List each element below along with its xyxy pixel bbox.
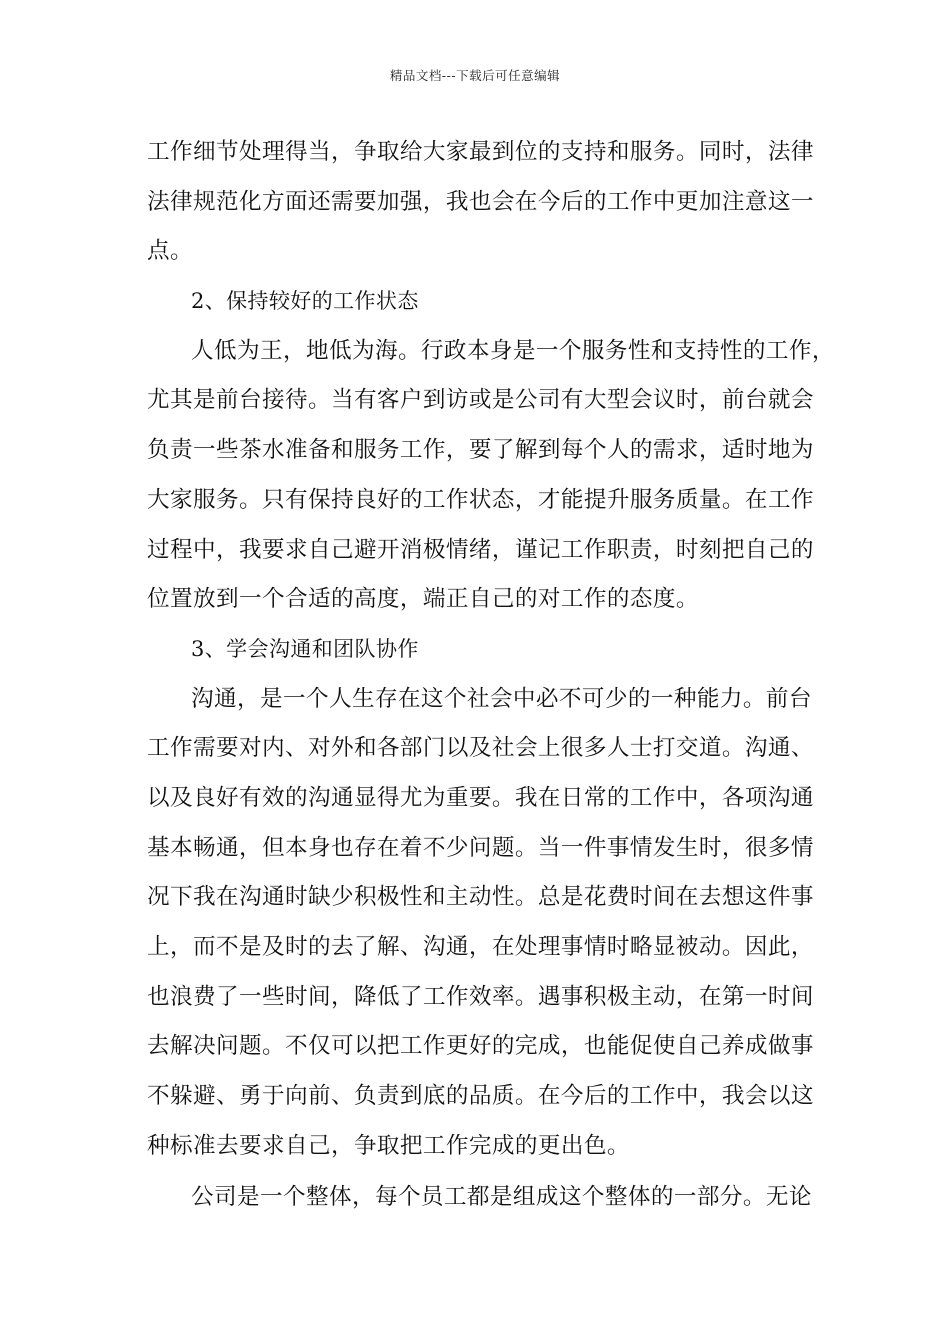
text-line: 过程中，我要求自己避开消极情绪，谨记工作职责，时刻把自己的: [147, 536, 814, 563]
paragraph-first-line: 公司是一个整体，每个员工都是组成这个整体的一部分。无论: [191, 1184, 812, 1211]
text-line: 大家服务。只有保持良好的工作状态，才能提升服务质量。在工作: [147, 486, 814, 513]
text-line: 去解决问题。不仅可以把工作更好的完成，也能促使自己养成做事: [147, 1033, 814, 1060]
document-body: [147, 128, 835, 1223]
section-heading: 3、学会沟通和团队协作: [191, 636, 419, 661]
text-line: 况下我在沟通时缺少积极性和主动性。总是花费时间在去想这件事: [147, 884, 814, 911]
text-line: 工作细节处理得当，争取给大家最到位的支持和服务。同时，法律: [147, 139, 814, 165]
text-line: 法律规范化方面还需要加强，我也会在今后的工作中更加注意这一: [147, 188, 814, 215]
paragraph-first-line: 沟通，是一个人生存在这个社会中必不可少的一种能力。前台: [191, 685, 812, 712]
paragraph-first-line: 人低为王，地低为海。行政本身是一个服务性和支持性的工作，: [191, 337, 835, 364]
text-line: 工作需要对内、对外和各部门以及社会上很多人士打交道。沟通、: [147, 735, 814, 762]
text-line: 点。: [147, 238, 193, 265]
text-line: 种标准去要求自己，争取把工作完成的更出色。: [147, 1132, 630, 1159]
text-line: 也浪费了一些时间，降低了工作效率。遇事积极主动，在第一时间: [147, 983, 814, 1010]
page-header: 精品文档---下载后可任意编辑: [389, 68, 561, 83]
text-line: 不躲避、勇于向前、负责到底的品质。在今后的工作中，我会以这: [147, 1083, 814, 1110]
text-line: 上，而不是及时的去了解、沟通，在处理事情时略显被动。因此，: [147, 934, 814, 960]
text-line: 以及良好有效的沟通显得尤为重要。我在日常的工作中，各项沟通: [147, 784, 814, 811]
section-heading: 2、保持较好的工作状态: [191, 289, 419, 314]
text-line: 基本畅通，但本身也存在着不少问题。当一件事情发生时，很多情: [147, 834, 814, 861]
text-line: 位置放到一个合适的高度，端正自己的对工作的态度。: [147, 586, 699, 613]
text-line: 尤其是前台接待。当有客户到访或是公司有大型会议时，前台就会: [147, 387, 814, 414]
text-line: 负责一些茶水准备和服务工作，要了解到每个人的需求，适时地为: [147, 437, 814, 464]
